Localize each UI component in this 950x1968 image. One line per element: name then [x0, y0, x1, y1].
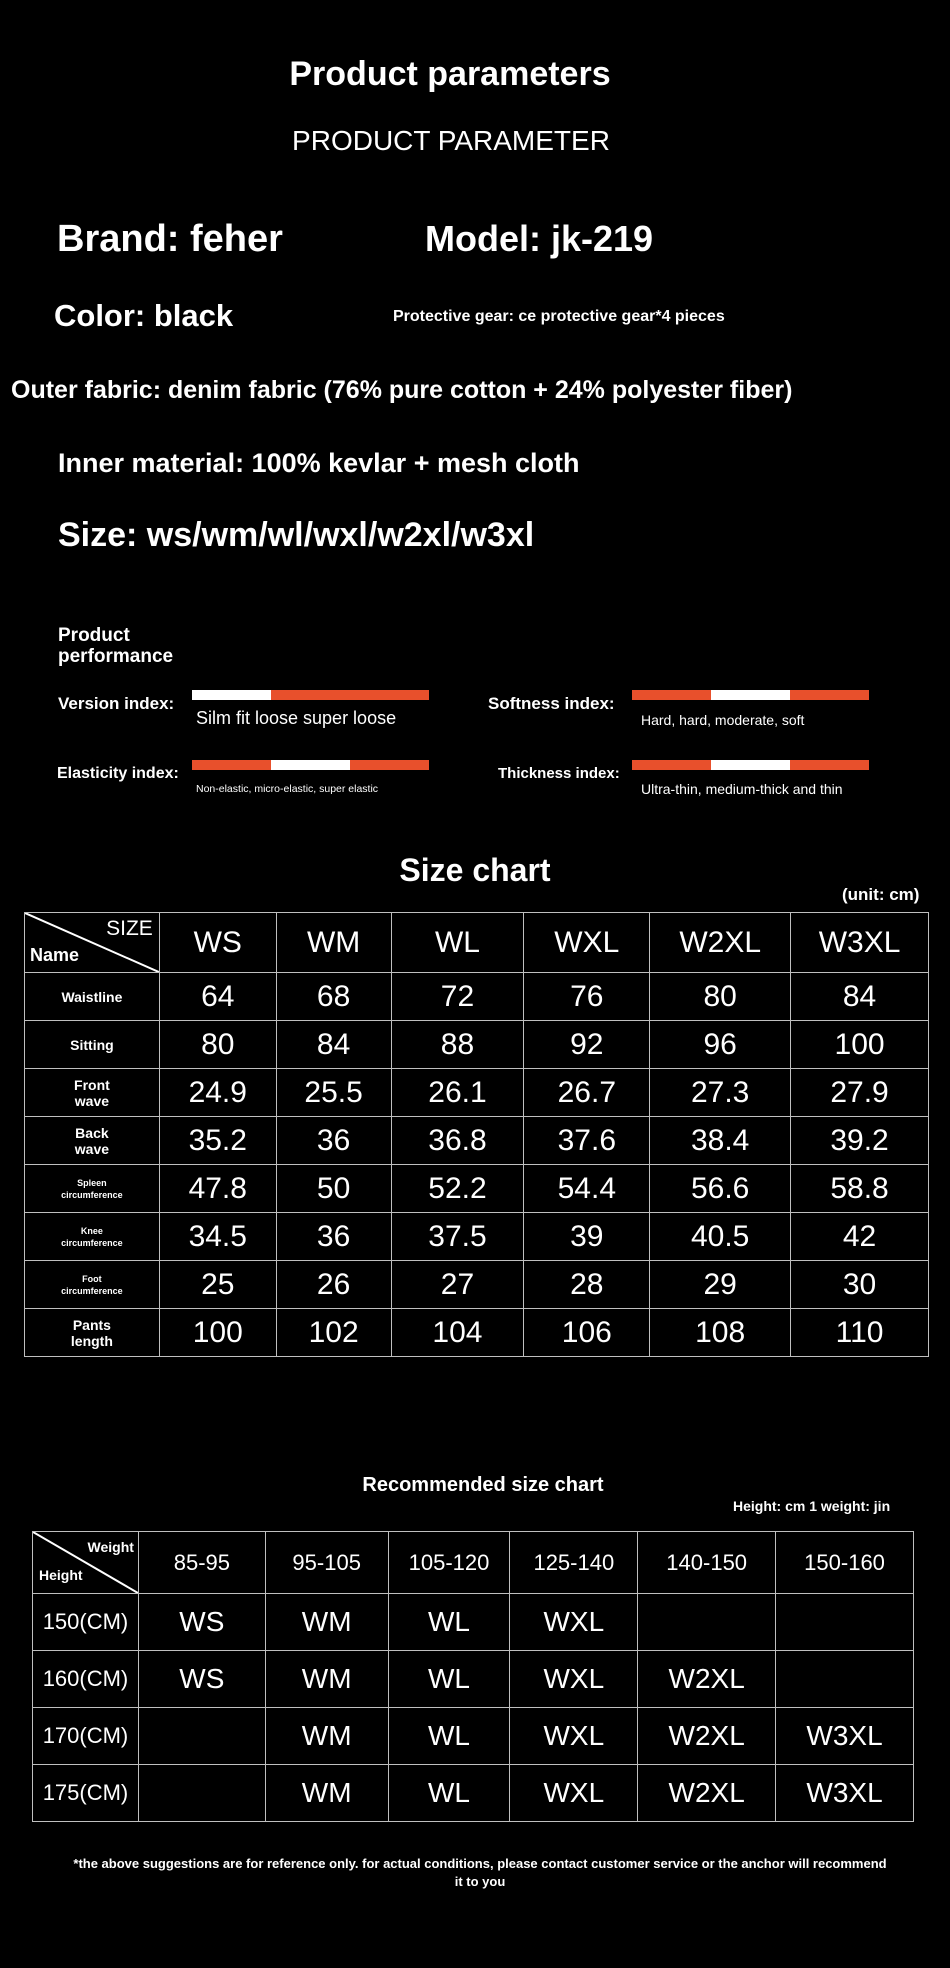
recommended-size-cell: WS	[138, 1651, 265, 1708]
recommended-size-cell: W2XL	[638, 1708, 776, 1765]
height-row-header: 175(CM)	[33, 1765, 139, 1822]
page-title: Product parameters	[289, 55, 611, 93]
size-cell: 39	[524, 1213, 650, 1261]
size-cell: 29	[650, 1261, 791, 1309]
height-row-header: 150(CM)	[33, 1594, 139, 1651]
recommended-size-cell	[776, 1594, 914, 1651]
table-row	[25, 973, 929, 1021]
thickness-index-scale: Ultra-thin, medium-thick and thin	[641, 781, 843, 797]
size-cell: 68	[276, 973, 391, 1021]
softness-index-label: Softness index:	[488, 694, 615, 713]
corner-top-label: SIZE	[106, 917, 153, 940]
bar-segment	[790, 690, 869, 700]
size-cell: 100	[791, 1021, 929, 1069]
weight-column-header: 125-140	[510, 1532, 638, 1594]
recommended-chart-unit: Height: cm 1 weight: jin	[733, 1498, 891, 1514]
size-cell: 64	[159, 973, 276, 1021]
size-cell: 88	[391, 1021, 524, 1069]
size-chart-corner	[25, 913, 160, 973]
table-row	[33, 1594, 914, 1651]
softness-index-bar	[632, 690, 869, 700]
footnote-line2: it to you	[454, 1874, 506, 1889]
size-column-header: WM	[276, 913, 391, 973]
recommended-size-cell: WL	[388, 1765, 510, 1822]
size-cell: 96	[650, 1021, 791, 1069]
size-cell: 100	[159, 1309, 276, 1357]
size-cell: 80	[650, 973, 791, 1021]
corner-bottom-label: Height	[39, 1567, 83, 1583]
size-cell: 80	[159, 1021, 276, 1069]
weight-column-header: 140-150	[638, 1532, 776, 1594]
recommended-size-cell: WS	[138, 1594, 265, 1651]
bar-segment	[192, 760, 271, 770]
weight-column-header: 105-120	[388, 1532, 510, 1594]
size-column-header: WS	[159, 913, 276, 973]
color-text: Color: black	[54, 298, 234, 333]
bar-segment-selected	[711, 690, 790, 700]
size-cell: 106	[524, 1309, 650, 1357]
size-cell: 27	[391, 1261, 524, 1309]
size-chart-table	[24, 912, 929, 1357]
size-cell: 37.5	[391, 1213, 524, 1261]
size-cell: 72	[391, 973, 524, 1021]
size-cell: 42	[791, 1213, 929, 1261]
size-cell: 27.9	[791, 1069, 929, 1117]
size-column-header: WL	[391, 913, 524, 973]
size-cell: 84	[791, 973, 929, 1021]
table-row	[25, 1117, 929, 1165]
size-cell: 26.7	[524, 1069, 650, 1117]
table-row	[25, 1021, 929, 1069]
recommended-size-cell	[638, 1594, 776, 1651]
size-cell: 26.1	[391, 1069, 524, 1117]
size-cell: 25	[159, 1261, 276, 1309]
table-row	[33, 1765, 914, 1822]
size-cell: 36	[276, 1213, 391, 1261]
height-row-header: 160(CM)	[33, 1651, 139, 1708]
size-cell: 34.5	[159, 1213, 276, 1261]
size-cell: 102	[276, 1309, 391, 1357]
table-row	[25, 1165, 929, 1213]
recommended-size-cell	[776, 1651, 914, 1708]
corner-bottom-label: Name	[30, 945, 80, 965]
size-row-name: Front wave	[25, 1069, 160, 1117]
size-row-name: Pants length	[25, 1309, 160, 1357]
bar-segment	[350, 760, 429, 770]
bar-segment	[271, 690, 350, 700]
version-index-bar	[192, 690, 429, 700]
size-header-row	[25, 913, 929, 973]
performance-heading-line2: performance	[58, 646, 174, 667]
bar-segment-selected	[271, 760, 350, 770]
footnote-line1: *the above suggestions are for reference only. for actual conditions, please contact customer service or the anchor will recommend	[73, 1856, 887, 1871]
version-index-label: Version index:	[58, 694, 175, 713]
size-row-name: Foot circumference	[25, 1261, 160, 1309]
elasticity-index-scale: Non-elastic, micro-elastic, super elastic	[196, 783, 379, 795]
bar-segment	[632, 760, 711, 770]
size-cell: 40.5	[650, 1213, 791, 1261]
size-cell: 54.4	[524, 1165, 650, 1213]
recommended-size-cell: WM	[265, 1765, 388, 1822]
inner-material-text: Inner material: 100% kevlar + mesh cloth	[58, 448, 580, 478]
size-cell: 110	[791, 1309, 929, 1357]
bar-segment	[790, 760, 869, 770]
size-cell: 92	[524, 1021, 650, 1069]
size-cell: 39.2	[791, 1117, 929, 1165]
size-cell: 84	[276, 1021, 391, 1069]
size-cell: 47.8	[159, 1165, 276, 1213]
size-cell: 58.8	[791, 1165, 929, 1213]
elasticity-index-label: Elasticity index:	[57, 765, 179, 782]
recommended-size-cell: WXL	[510, 1708, 638, 1765]
performance-heading	[58, 625, 173, 667]
performance-heading-line1: Product	[58, 625, 130, 646]
recommended-size-cell: WXL	[510, 1765, 638, 1822]
footnote	[30, 1855, 930, 1891]
model-text: Model: jk-219	[425, 218, 654, 259]
weight-column-header: 150-160	[776, 1532, 914, 1594]
size-cell: 25.5	[276, 1069, 391, 1117]
size-cell: 104	[391, 1309, 524, 1357]
size-cell: 36	[276, 1117, 391, 1165]
thickness-index-bar	[632, 760, 869, 770]
brand-text: Brand: feher	[57, 218, 283, 260]
size-chart-title: Size chart	[399, 852, 551, 888]
size-cell: 52.2	[391, 1165, 524, 1213]
outer-fabric-text: Outer fabric: denim fabric (76% pure cotton + 24% polyester fiber)	[11, 376, 793, 404]
size-cell: 38.4	[650, 1117, 791, 1165]
size-cell: 50	[276, 1165, 391, 1213]
recommended-size-cell	[138, 1708, 265, 1765]
size-cell: 36.8	[391, 1117, 524, 1165]
recommended-chart-corner	[33, 1532, 139, 1594]
table-row	[33, 1651, 914, 1708]
version-index-scale: Silm fit loose super loose	[196, 708, 397, 728]
recommended-size-cell: WXL	[510, 1651, 638, 1708]
size-list-text: Size: ws/wm/wl/wxl/w2xl/w3xl	[58, 516, 535, 554]
recommended-size-cell: W3XL	[776, 1765, 914, 1822]
size-cell: 27.3	[650, 1069, 791, 1117]
recommended-header-row	[33, 1532, 914, 1594]
protective-gear-text: Protective gear: ce protective gear*4 pieces	[393, 308, 725, 325]
size-cell: 26	[276, 1261, 391, 1309]
size-cell: 37.6	[524, 1117, 650, 1165]
recommended-size-cell: WXL	[510, 1594, 638, 1651]
table-row	[25, 1069, 929, 1117]
thickness-index-label: Thickness index:	[498, 765, 620, 782]
size-column-header: W2XL	[650, 913, 791, 973]
recommended-size-cell: WM	[265, 1594, 388, 1651]
size-column-header: WXL	[524, 913, 650, 973]
table-row	[33, 1708, 914, 1765]
table-row	[25, 1309, 929, 1357]
height-row-header: 170(CM)	[33, 1708, 139, 1765]
recommended-size-cell: WL	[388, 1651, 510, 1708]
size-cell: 24.9	[159, 1069, 276, 1117]
elasticity-index-bar	[192, 760, 429, 770]
bar-segment-selected	[711, 760, 790, 770]
size-chart-unit: (unit: cm)	[842, 885, 920, 904]
recommended-size-cell: WM	[265, 1708, 388, 1765]
size-row-name: Waistline	[25, 973, 160, 1021]
size-cell: 108	[650, 1309, 791, 1357]
bar-segment	[632, 690, 711, 700]
weight-column-header: 95-105	[265, 1532, 388, 1594]
corner-top-label: Weight	[87, 1539, 134, 1555]
softness-index-scale: Hard, hard, moderate, soft	[641, 712, 805, 728]
weight-column-header: 85-95	[138, 1532, 265, 1594]
size-row-name: Spleen circumference	[25, 1165, 160, 1213]
size-cell: 76	[524, 973, 650, 1021]
size-row-name: Back wave	[25, 1117, 160, 1165]
recommended-size-table	[32, 1531, 914, 1822]
bar-segment	[350, 690, 429, 700]
size-cell: 35.2	[159, 1117, 276, 1165]
size-row-name: Sitting	[25, 1021, 160, 1069]
table-row	[25, 1213, 929, 1261]
recommended-size-cell: W2XL	[638, 1765, 776, 1822]
recommended-size-cell: WL	[388, 1594, 510, 1651]
page-subtitle: PRODUCT PARAMETER	[292, 125, 610, 156]
table-row	[25, 1261, 929, 1309]
bar-segment-selected	[192, 690, 271, 700]
size-row-name: Knee circumference	[25, 1213, 160, 1261]
size-cell: 28	[524, 1261, 650, 1309]
recommended-size-cell: W3XL	[776, 1708, 914, 1765]
recommended-size-cell	[138, 1765, 265, 1822]
recommended-size-cell: WM	[265, 1651, 388, 1708]
size-column-header: W3XL	[791, 913, 929, 973]
size-cell: 56.6	[650, 1165, 791, 1213]
recommended-chart-title: Recommended size chart	[362, 1474, 604, 1496]
recommended-size-cell: WL	[388, 1708, 510, 1765]
recommended-size-cell: W2XL	[638, 1651, 776, 1708]
size-cell: 30	[791, 1261, 929, 1309]
